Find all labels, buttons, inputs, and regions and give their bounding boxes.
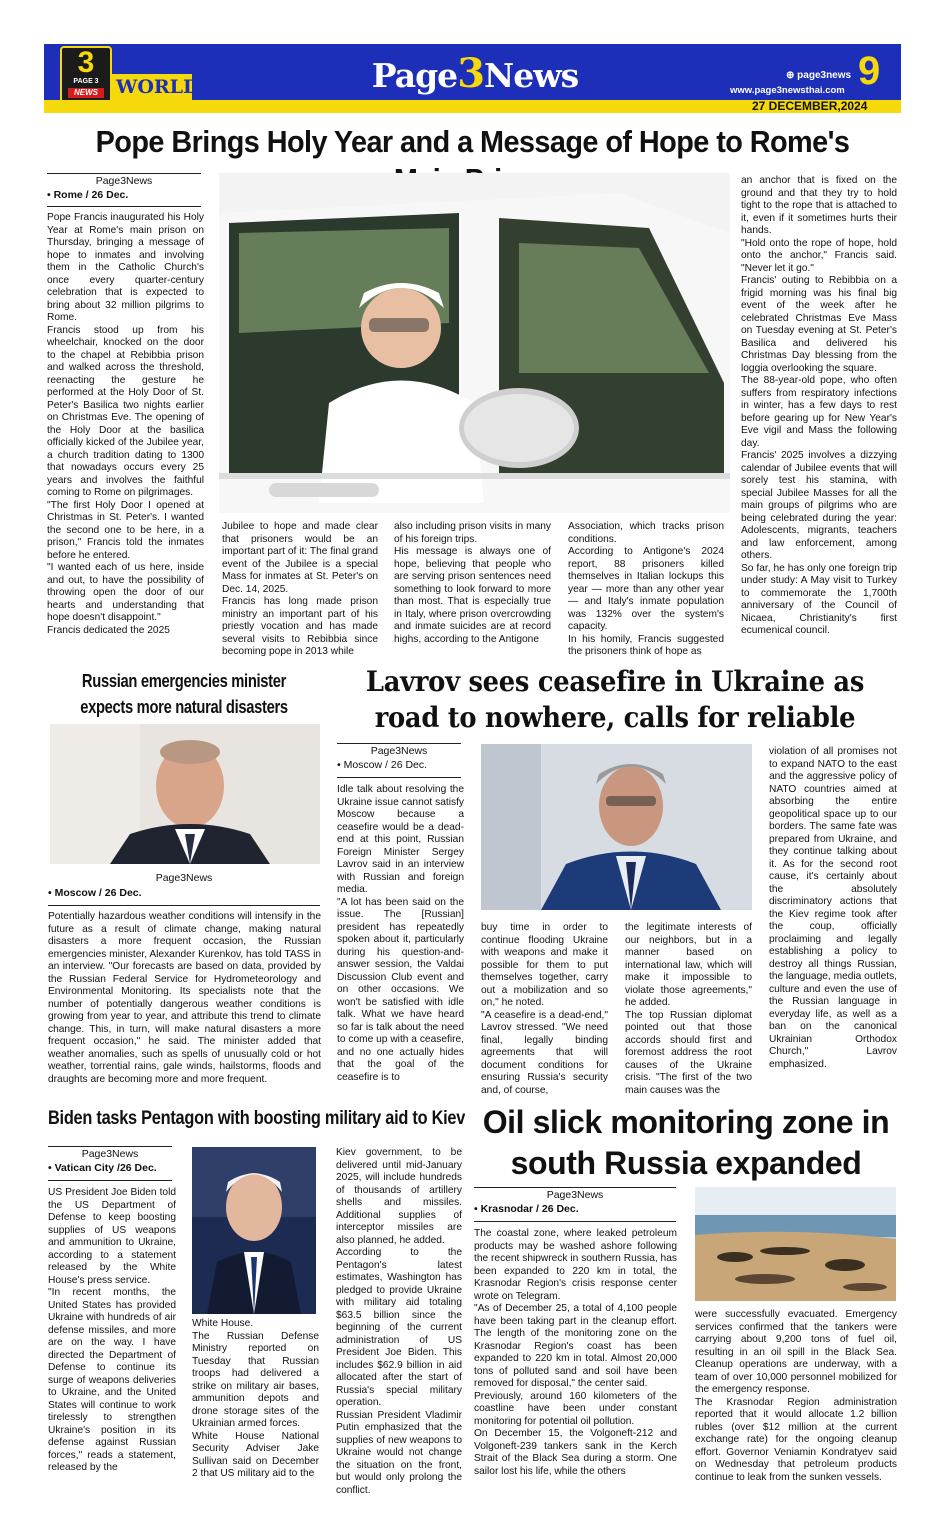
- minister-photo: [50, 724, 320, 864]
- oil-beach-photo: [695, 1187, 896, 1301]
- social-icon: ⊕: [786, 70, 798, 81]
- byline-rule: [474, 1221, 676, 1222]
- dateline: • Moscow / 26 Dec.: [48, 887, 142, 899]
- pope-headline: Pope Brings Holy Year and a Message of Hope to Rome's: [95, 124, 850, 159]
- dateline: • Moscow / 26 Dec.: [337, 759, 428, 771]
- social-text: page3news: [797, 70, 852, 81]
- byline-rule: [337, 743, 461, 744]
- lavrov-portrait: [481, 744, 752, 910]
- source-label: Page3News: [81, 1148, 139, 1160]
- biden-portrait: [192, 1147, 316, 1314]
- article-column: the legitimate interests of our neighbors, but in a manner based on international law, which will make it impossible to violate those agreements," he added. The top Russian diplomat pointed out that those accords should first and foremost address the root causes of the Ukraine crisis. "The first of the two main causes was the: [625, 922, 752, 1096]
- paper-title: [360, 50, 590, 97]
- article-column: US President Joe Biden told the US Department of Defense to keep boosting supplies of US weapons and ammunition to Ukraine, according to a statement released by the White House's press service. "In recent months, the United States has provided Ukraine with hundreds of air defense missiles, and more are on the way. I have directed the Department of Defense to continue its surge of weapons deliveries to Ukraine, and the United States will continue to work tirelessly to strengthen Ukraine's position in its defense against Russian forces," reads a statement, released by the: [48, 1187, 176, 1473]
- logo-text: PAGE 3: [73, 78, 99, 85]
- beach-illustration: [695, 1187, 896, 1301]
- article-body: Potentially hazardous weather conditions will intensify in the future as a result of climate change, making natural disasters a more frequent occasion, the Russian emergencies minister, Alexander Kurenkov, has told TASS in an interview. "Our forecasts are based on data, provided by the Russian Federal Service for Hydrometeorology and Environmental Monitoring. Its specialists note that the number of potentially dangerous weather conditions is growing from year to year, and attribute this trend to climate change. This, in turn, will make natural disasters a more frequent occasion," he said. The minister added that weather anomalies, such as spells of unusually cold or hot weather, torrential rains, gale winds, hailstorms, floods and draughts are becoming more and more frequent.: [48, 911, 321, 1085]
- article-column: Jubilee to hope and made clear that prisoners would be an important part of it: The final grand event of the Jubilee is a special Mass for inmates at St. Peter's on Dec. 14, 2025. Francis has long made prison ministry an important part of his priestly vocation and has made several visits to Rebibbia since becoming pope in 2013 while: [222, 521, 378, 657]
- pope-car-photo: [219, 173, 730, 513]
- byline-rule: [48, 1180, 172, 1181]
- byline-rule: [474, 1187, 676, 1188]
- article-column: also including prison visits in many of his foreign trips. His message is always one of hope, believing that people who are serving prison sentences need something to look forward to more than most. That is especially true in Italy, where prison overcrowding and inmate suicides are at record highs, according to the Antigone: [394, 521, 551, 645]
- minister-portrait: [50, 724, 320, 864]
- title-3: 3: [457, 50, 485, 97]
- article-column: The coastal zone, where leaked petroleum products may be washed ashore following the recent shipwreck in southern Russia, has been expanded to 220 km in total, the Krasnodar Region's crisis response center wrote on Telegram. "As of December 25, a total of 4,100 people have been taking part in the cleanup effort. The length of the monitoring zone on the Krasnodar Region's coast has been expanded to 220 km in total. Almost 20,000 tons of polluted sand and soil have been removed for disposal," the center said. Previously, around 160 kilometers of the coastline have been under constant monitoring for potential oil pollution. On December 15, the Volgoneft-212 and Volgoneft-239 tankers sank in the Kerch Strait of the Black Sea during a storm. One sailor lost his life, while the others: [474, 1228, 677, 1477]
- oil-headline: Oil slick monitoring zone in south Russia expanded: [482, 1104, 890, 1181]
- source-label: Page3News: [95, 175, 153, 187]
- dateline: • Vatican City /26 Dec.: [48, 1162, 157, 1174]
- byline-rule: [48, 1146, 172, 1147]
- website: www.page3newsthai.com: [730, 85, 845, 96]
- issue-date: 27 DECEMBER,2024: [752, 99, 868, 113]
- source-label: Page3News: [546, 1189, 604, 1201]
- byline-rule: [47, 206, 201, 207]
- logo-number: 3: [77, 46, 95, 79]
- article-column: Pope Francis inaugurated his Holy Year at Rome's main prison on Thursday, bringing a message of hope to inmates and involving them in the Catholic Church's once every quarter-century celebration that is expected to bring about 32 million pilgrims to Rome. Francis stood up from his wheelchair, knocked on the door to the chapel at Rebibbia prison and walked across the threshold, reenacting the gesture he performed at the Holy Door of St. Peter's Basilica two nights earlier on Christmas Eve. The opening of the Holy Door at the basilica officially kicked of the Jubilee year, a church tradition dating to 1300 that nowadays occurs every 25 years and involves the faithful coming to Rome on pilgrimages. "The first Holy Door I opened at Christmas in St. Peter's. I wanted the second one to be here, in a prison," Francis told the inmates before he entered. "I wanted each of us here, inside and out, to have the possibility of throwing open the door of our hearts and understanding that hope doesn't disappoint." Francis dedicated the 2025: [47, 212, 204, 636]
- article-column: White House. The Russian Defense Ministry reported on Tuesday that Russian troops had delivered a strike on military air bases, ammunition depots and drone storage sites of the Ukrainian armed forces. White House National Security Adviser Jake Sullivan said on December 2 that US military aid to the: [192, 1318, 319, 1479]
- title-page: Page: [371, 56, 458, 95]
- source-label: Page3News: [155, 872, 213, 884]
- social-handle: [786, 70, 851, 81]
- article-column: Kiev government, to be delivered until mid-January 2025, will include hundreds of thousands of artillery shells and missiles. Additional supplies of interceptor missiles are also planned, he added. According to the Pentagon's latest estimates, Washington has pledged to provide Ukraine with military aid totaling $63.5 billion since the beginning of the current administration of US President Joe Biden. This includes $62.9 billion in aid allocated after the start of Russia's special military operation. Russian President Vladimir Putin emphasized that the supplies of new weapons to Ukraine would not change the situation on the front, but would only prolong the conflict.: [336, 1147, 462, 1496]
- article-column: Idle talk about resolving the Ukraine issue cannot satisfy Moscow because a ceasefire would be a dead-end at this point, Russian Foreign Minister Sergey Lavrov said in an interview with Russian and foreign media. "A lot has been said on the issue. The [Russian] president has repeatedly spoken about it, particularly during his question-and-answer session, the Valdai Discussion Club event and on other occasions. We won't be satisfied with idle talk. What we have heard so far is talk about the need to come up with a ceasefire, and no one actually hides that the goal of the ceasefire is to: [337, 784, 464, 1083]
- source-label: Page3News: [370, 745, 428, 757]
- byline-rule: [48, 905, 320, 906]
- article-column: an anchor that is fixed on the ground and that they try to hold tight to the rope that is attached to it, even if it sometimes hurts their hands. "Hold onto the rope of hope, hold onto the anchor," Francis said. "Never let it go." Francis' outing to Rebibbia on a frigid morning was his final big event of the week after he celebrated Christmas Eve Mass on Tuesday evening at St. Peter's Basilica and delivered his Christmas Day blessing from the loggia overlooking the square. The 88-year-old pope, who often suffers from respiratory infections in winter, has a few days to rest before gearing up for New Year's Eve vigil and Mass the following day. Francis' 2025 involves a dizzying calendar of Jubilee events that will sorely test his stamina, with special Jubilee Masses for all the main groups of pilgrims who are being celebrated during the year: Adolescents, migrants, teachers and law enforcement, among others. So far, he has only one foreign trip under study: A May visit to Turkey to commemorate the 1,700th anniversary of the Council of Nicaea, Christianity's first ecumenical council.: [741, 175, 897, 636]
- title-news: News: [484, 56, 579, 95]
- biden-photo: [192, 1147, 316, 1314]
- section-label: WORLD: [116, 76, 200, 98]
- article-column: buy time in order to continue flooding Ukraine with weapons and make it possible for them to put themselves together, carry out a mobilization and so on," he noted. "A ceasefire is a dead-end," Lavrov stressed. "We need final, legally binding agreements that will document conditions for ensuring Russia's security and, of course,: [481, 922, 608, 1096]
- lavrov-headline: Lavrov sees ceasefire in Ukraine as road to nowhere, calls for reliable: [365, 665, 865, 734]
- minister-headline: Russian emergencies minister expects more natural disasters: [80, 671, 288, 717]
- lavrov-photo: [481, 744, 752, 910]
- byline-rule: [47, 173, 201, 174]
- page-number: 9: [858, 49, 881, 93]
- dateline: • Rome / 26 Dec.: [47, 189, 129, 201]
- article-column: Association, which tracks prison conditions. According to Antigone's 2024 report, 88 prisoners killed themselves in Italian lockups this year — more than any other year — and Italy's inmate population was 132% over the system's capacity. In his homily, Francis suggested the prisoners think of hope as: [568, 521, 724, 657]
- car-illustration: [219, 173, 730, 513]
- biden-headline: Biden tasks Pentagon with boosting military aid to Kiev: [48, 1108, 466, 1129]
- byline-rule: [337, 777, 461, 778]
- logo-news: NEWS: [68, 88, 104, 98]
- article-column: violation of all promises not to expand NATO to the east and the aggressive policy of NATO countries aimed at absorbing the entire geopolitical space up to our borders. The same fate was prepared from Ukraine, and they continue talking about it. As for the second root cause, it's certainly about the absolutely discriminatory actions that the Kiev regime took after the coup, officially proclaiming and legally establishing a policy to destroy all things Russian, the language, media outlets, culture and even the use of the Russian language in everyday life, as well as a ban on the canonical Ukrainian Orthodox Church," Lavrov emphasized.: [769, 746, 898, 1070]
- dateline: • Krasnodar / 26 Dec.: [474, 1203, 579, 1215]
- article-column: were successfully evacuated. Emergency services confirmed that the tankers were carrying about 9,200 tons of fuel oil, resulting in an oil spill in the Black Sea. Cleanup operations are underway, with a team of over 10,000 personnel mobilized for the emergency response. The Krasnodar Region administration reported that it would allocate 1.2 billion rubles (over $12 million at the current exchange rate) for the ongoing cleanup effort. Governor Veniamin Kondratyev said on Wednesday that petroleum products continue to leak from the sunken vessels.: [695, 1309, 897, 1483]
